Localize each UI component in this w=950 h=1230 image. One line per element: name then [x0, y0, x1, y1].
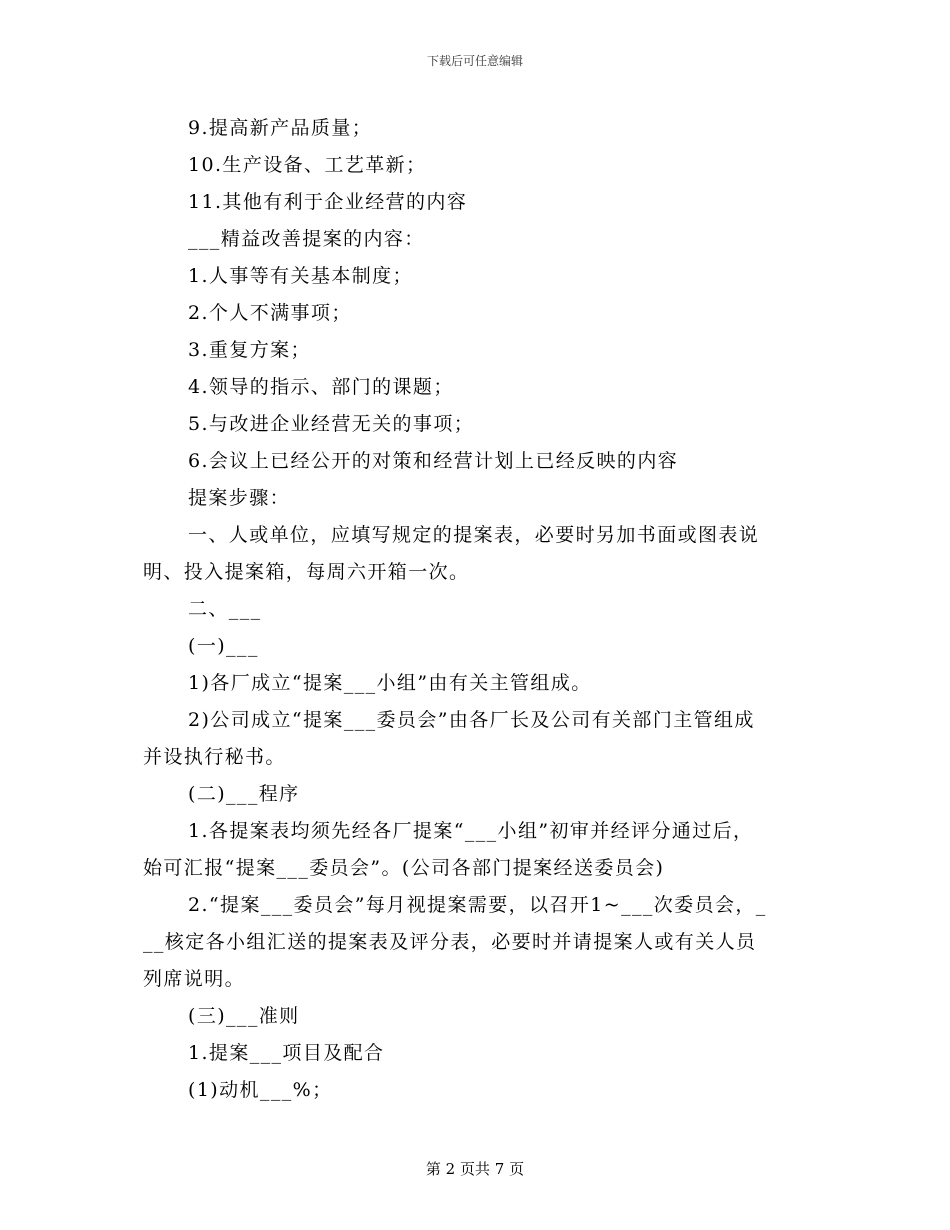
text-line: 始可汇报“提案___委员会”。(公司各部门提案经送委员会) — [143, 857, 665, 879]
text-line: 6.会议上已经公开的对策和经营计划上已经反映的内容 — [188, 450, 679, 472]
text-line: (二)___程序 — [188, 783, 300, 805]
document-body — [143, 110, 807, 1109]
text-line: 4.领导的指示、部门的课题； — [188, 376, 454, 398]
page-footer: 第 2 页共 7 页 — [425, 1160, 525, 1178]
text-line: 并设执行秘书。 — [143, 746, 286, 768]
text-line: 3.重复方案； — [188, 339, 311, 361]
text-line: 2.“提案___委员会”每月视提案需要，以召开1~___次委员会，_ — [188, 894, 767, 916]
text-line: 11.其他有利于企业经营的内容 — [188, 191, 468, 213]
text-line: 2)公司成立“提案___委员会”由各厂长及公司有关部门主管组成 — [188, 709, 755, 731]
text-line: 一、人或单位，应填写规定的提案表，必要时另加书面或图表说 — [188, 524, 760, 546]
text-line: 1.提案___项目及配合 — [188, 1042, 385, 1064]
text-line: (三)___准则 — [188, 1005, 300, 1027]
text-line: 2.个人不满事项； — [188, 302, 352, 324]
text-line: 明、投入提案箱，每周六开箱一次。 — [143, 561, 470, 583]
text-line: 1.人事等有关基本制度； — [188, 265, 413, 287]
text-line: 二、___ — [188, 598, 262, 620]
page-header: 下载后可任意编辑 — [426, 54, 523, 68]
text-line: 提案步骤： — [188, 487, 291, 509]
text-line: __核定各小组汇送的提案表及评分表，必要时并请提案人或有关人员 — [143, 931, 757, 953]
text-line: 1.各提案表均须先经各厂提案“___小组”初审并经评分通过后， — [188, 820, 754, 842]
text-line: 5.与改进企业经营无关的事项； — [188, 413, 475, 435]
text-line: 1)各厂成立“提案___小组”由有关主管组成。 — [188, 672, 592, 694]
text-line: 10.生产设备、工艺革新； — [188, 154, 427, 176]
text-line: 列席说明。 — [143, 968, 246, 990]
text-line: ___精益改善提案的内容： — [188, 228, 425, 250]
text-line: (一)___ — [188, 635, 259, 657]
text-line: (1)动机___%； — [188, 1079, 333, 1101]
text-line: 9.提高新产品质量； — [188, 117, 373, 139]
